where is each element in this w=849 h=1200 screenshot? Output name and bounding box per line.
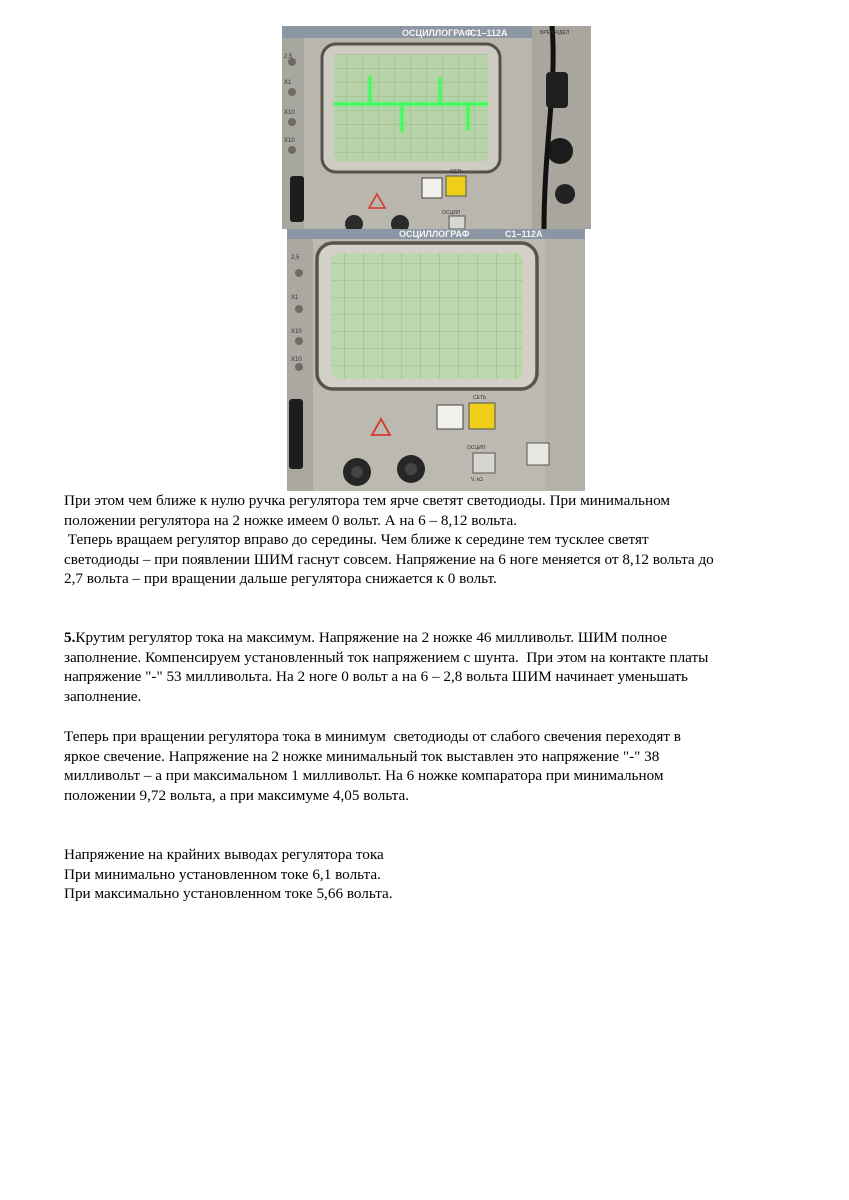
osc-label: ОСЦИЛ [467, 445, 486, 451]
power-label: СЕТЬ [450, 169, 464, 175]
step-number: 5. [64, 629, 76, 646]
side-label: 2,5 [291, 255, 300, 261]
side-label: 2,5 [284, 54, 293, 60]
power-label: СЕТЬ [473, 395, 487, 401]
text-line: яркое свечение. Напряжение на 2 ножке минимальный ток выставлен это напряжение "-" 38 [64, 747, 660, 765]
text-line: Крутим регулятор тока на максимум. Напряжение на 2 ножке 46 милливольт. ШИМ полное [75, 629, 668, 646]
panel-title-text: ОСЦИЛЛОГРАФ [399, 229, 470, 239]
text-line: При этом чем ближе к нулю ручка регулятора тем ярче светят светодиоды. При минимальном [64, 492, 670, 509]
side-label: Х10 [291, 357, 302, 363]
text-line-first [64, 628, 834, 648]
panel-model-text: С1–112А [505, 229, 543, 239]
paragraph-led-brightness [64, 491, 834, 589]
text-line: Напряжение на крайних выводах регулятора тока [64, 846, 384, 863]
panel-model-text: С1–112А [470, 28, 508, 38]
oscilloscope-photo-image [282, 26, 591, 229]
paragraph-step-5 [64, 628, 834, 706]
paragraph-min-current [64, 727, 834, 805]
oscilloscope-photo-flat-line [287, 229, 585, 491]
text-line: Теперь вращаем регулятор вправо до середины. Чем ближе к середине тем тусклее светят [64, 531, 649, 549]
panel-title-text: ОСЦИЛЛОГРАФ [402, 28, 473, 38]
side-label: Х1 [284, 80, 292, 86]
text-line: При минимально установленном токе 6,1 вольта. [64, 865, 381, 883]
text-line: 2,7 вольта – при вращении дальше регулятора снижается к 0 вольт. [64, 570, 497, 588]
text-line: заполнение. [64, 687, 142, 705]
text-line: При максимально установленном токе 5,66 вольта. [64, 885, 393, 903]
osc-range-label: V, kΩ [471, 477, 483, 483]
text-line: положении 9,72 вольта, а при максимуме 4,05 вольта. [64, 786, 410, 804]
text-line: заполнение. Компенсируем установленный ток напряжением с шунта. При этом на контакте платы [64, 648, 709, 666]
text-line: Теперь при вращении регулятора тока в минимум светодиоды от слабого свечения переходят в [64, 728, 681, 745]
side-label: Х10 [284, 138, 295, 144]
text-line: положении регулятора на 2 ножке имеем 0 вольт. А на 6 – 8,12 вольта. [64, 511, 518, 529]
side-label: Х10 [291, 329, 302, 335]
paragraph-regulator-voltage [64, 845, 834, 904]
side-label: Х1 [291, 295, 299, 301]
side-label: Х10 [284, 110, 295, 116]
oscilloscope-photo-image [287, 229, 585, 491]
osc-label: ОСЦИЛ [442, 210, 461, 216]
timebase-label: ВРЕМЯ/ДЕЛ [540, 30, 570, 36]
text-line: светодиоды – при появлении ШИМ гаснут совсем. Напряжение на 6 ноге меняется от 8,12 вольта до [64, 550, 714, 568]
text-line: напряжение "-" 53 милливольта. На 2 ноге 0 вольт а на 6 – 2,8 вольта ШИМ начинает уменьшать [64, 668, 688, 686]
text-line: милливольт – а при максимальном 1 милливольт. На 6 ножке компаратора при минимальном [64, 767, 664, 785]
oscilloscope-photo-pulses [282, 26, 591, 229]
